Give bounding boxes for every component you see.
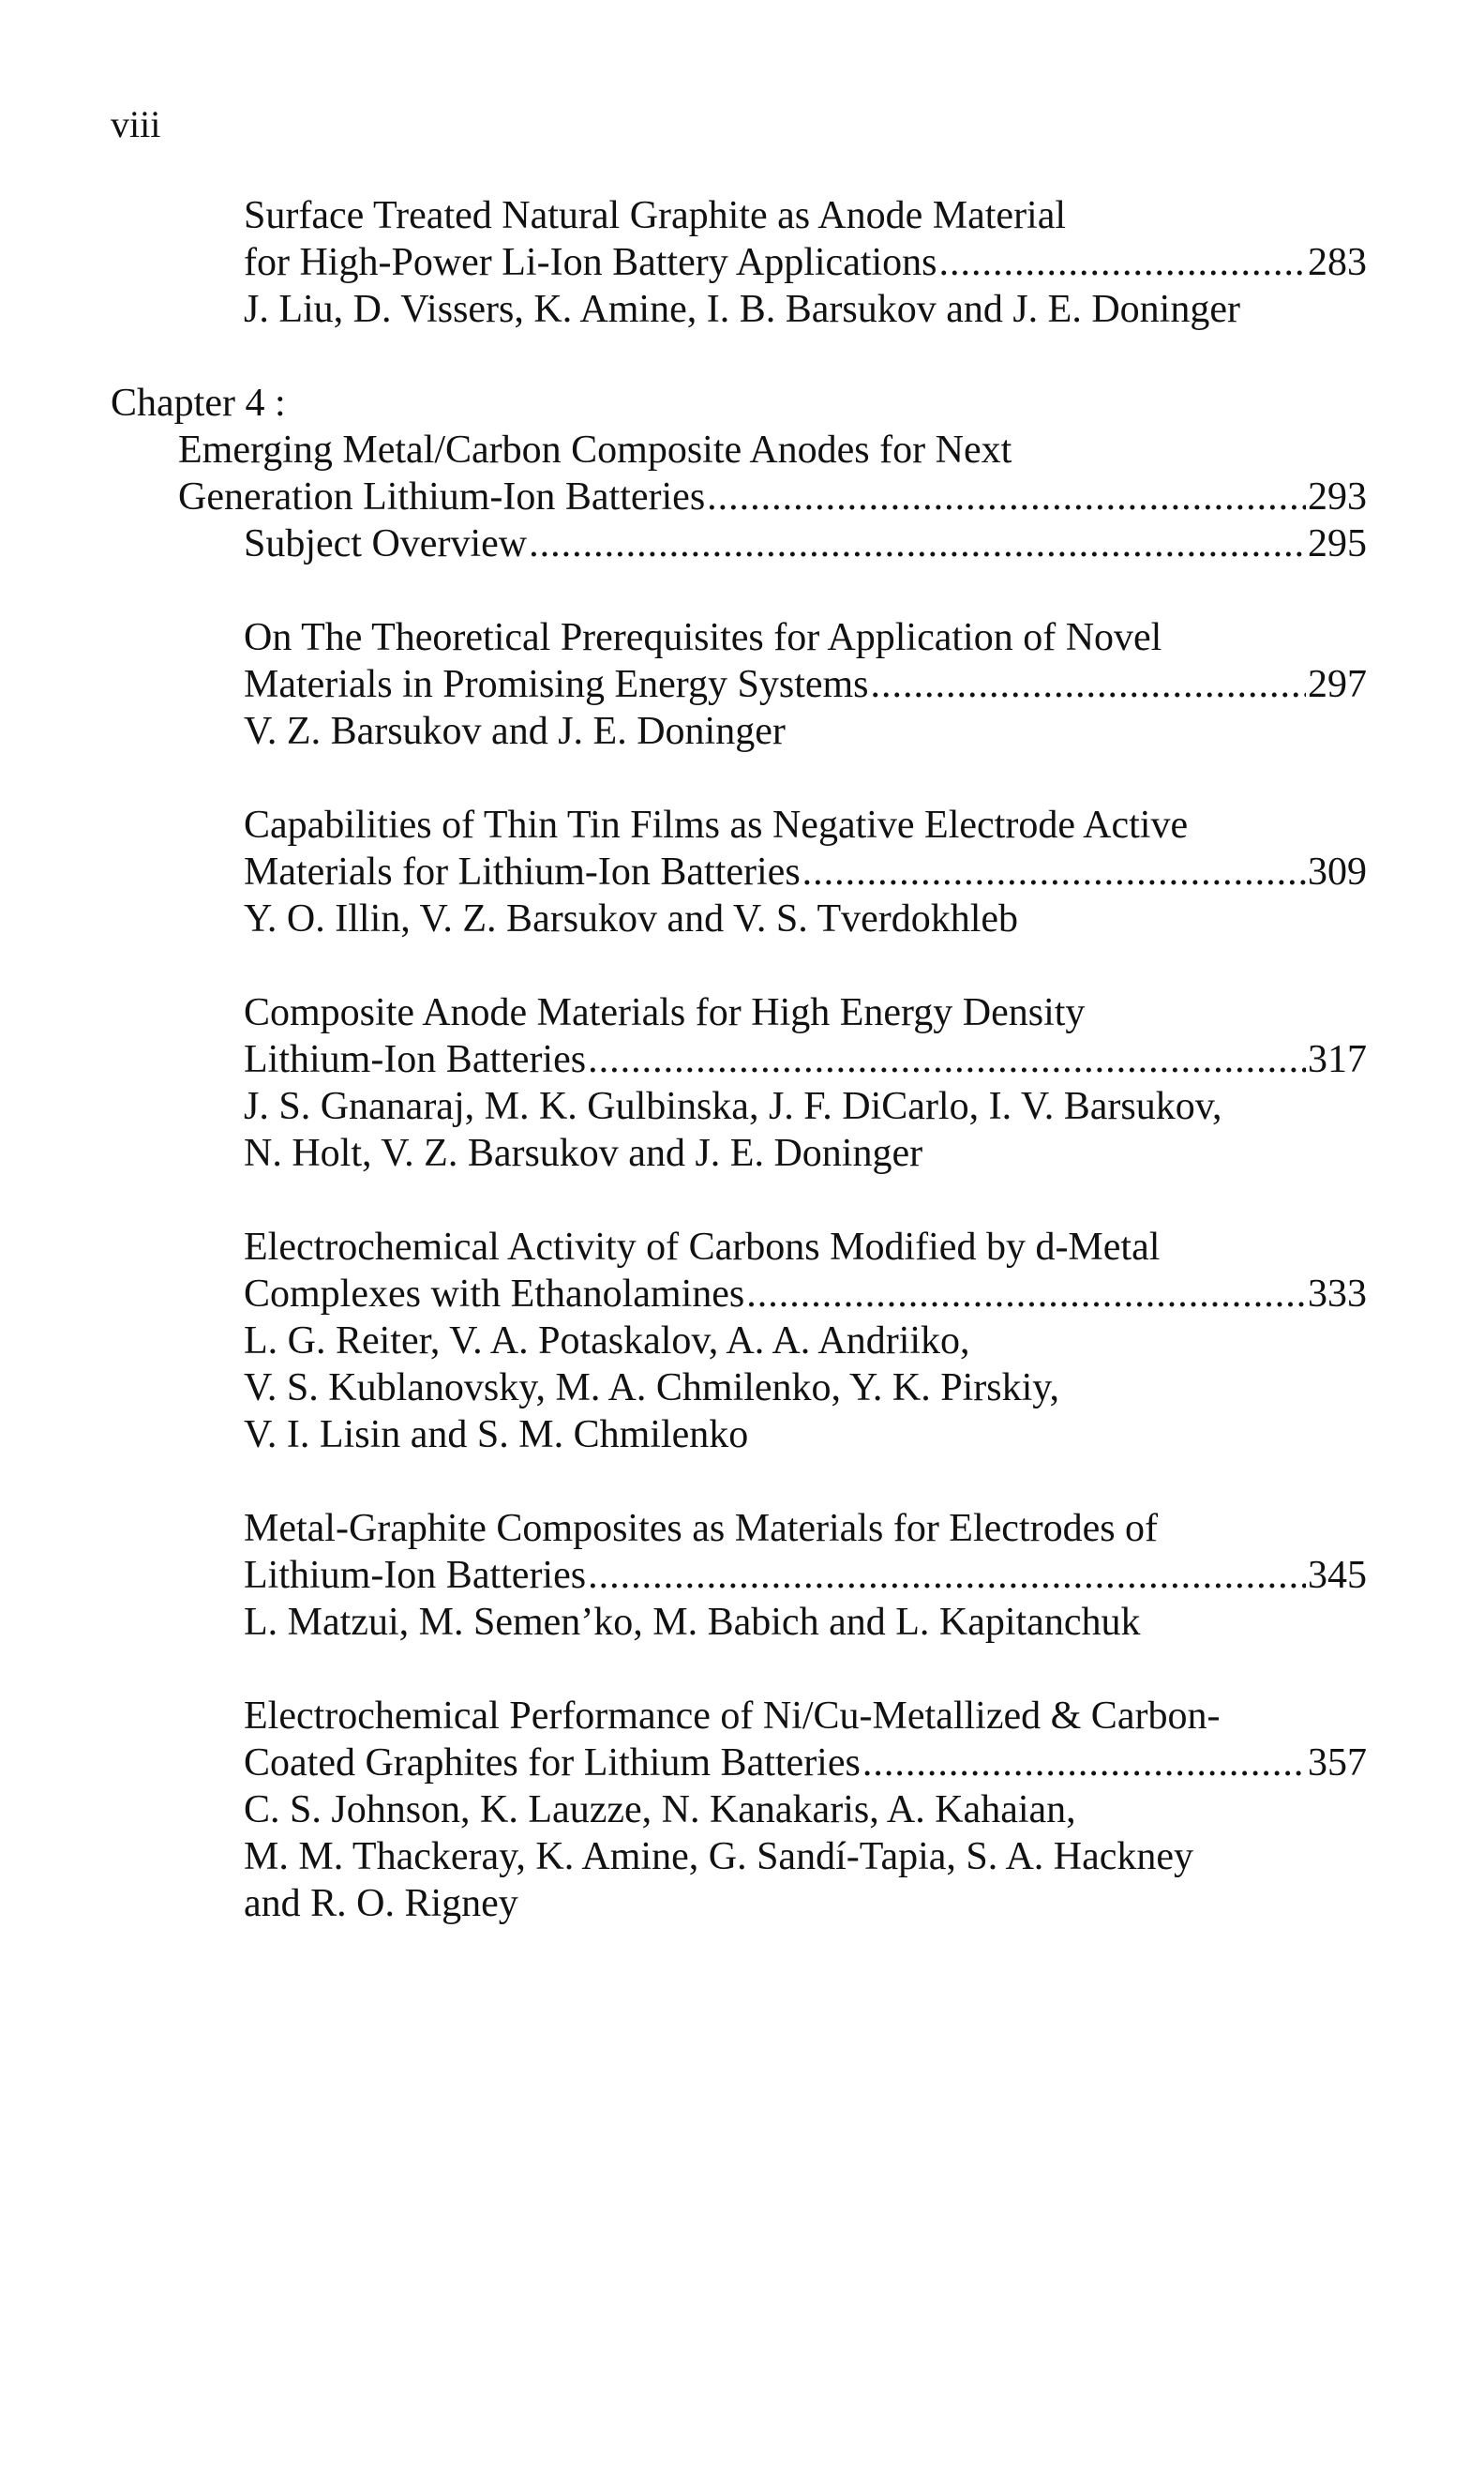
entry-authors-line: L. Matzui, M. Semen’ko, M. Babich and L. Kapitanchuk: [244, 1601, 1141, 1644]
entry-title-leader-line: [244, 849, 1367, 896]
toc-entry: [111, 989, 1367, 1177]
spacer: [111, 755, 1367, 802]
chapter-heading: [111, 380, 1367, 567]
toc-entry: [111, 1505, 1367, 1646]
entry-title-line: Coated Graphites for Lithium Batteries: [244, 1741, 861, 1785]
entry-page-number: 297: [1308, 663, 1367, 706]
spacer: [111, 1177, 1367, 1224]
entry-title-line: for High-Power Li-Ion Battery Applications: [244, 241, 937, 284]
entry-authors-line: J. Liu, D. Vissers, K. Amine, I. B. Barsukov and J. E. Doninger: [244, 288, 1240, 331]
entry-title-line: Lithium-Ion Batteries: [244, 1554, 587, 1597]
chapter-title-line: Generation Lithium-Ion Batteries: [178, 475, 706, 519]
chapter-label: Chapter 4 :: [111, 382, 286, 425]
spacer: [111, 1458, 1367, 1505]
entry-page-number: 317: [1308, 1038, 1367, 1081]
dot-leader: [802, 849, 1306, 896]
entry-authors-line: J. S. Gnanaraj, M. K. Gulbinska, J. F. DiCarlo, I. V. Barsukov,: [244, 1085, 1222, 1128]
entry-title-leader-line: [244, 1036, 1367, 1083]
spacer: [111, 567, 1367, 614]
entry-title-leader-line: [244, 1552, 1367, 1599]
entry-page-number: 357: [1308, 1741, 1367, 1785]
subject-overview-line: [111, 520, 1367, 567]
entry-page-number: 309: [1308, 851, 1367, 894]
entry-title-leader-line: [244, 239, 1367, 286]
entry-authors-line: and R. O. Rigney: [244, 1882, 518, 1925]
dot-leader: [862, 1740, 1306, 1786]
spacer: [111, 1646, 1367, 1693]
entry-authors-line: N. Holt, V. Z. Barsukov and J. E. Doninger: [244, 1132, 923, 1175]
toc-entry: [111, 1693, 1367, 1927]
entry-authors-line: M. M. Thackeray, K. Amine, G. Sandí-Tapia, S. A. Hackney: [244, 1835, 1194, 1878]
dot-leader: [939, 239, 1306, 286]
entry-authors-line: L. G. Reiter, V. A. Potaskalov, A. A. Andriiko,: [244, 1319, 970, 1363]
entry-authors-line: Y. O. Illin, V. Z. Barsukov and V. S. Tverdokhleb: [244, 897, 1019, 941]
entry-title-leader-line: [244, 1271, 1367, 1318]
dot-leader: [588, 1036, 1306, 1083]
entry-authors-line: C. S. Johnson, K. Lauzze, N. Kanakaris, A. Kahaian,: [244, 1788, 1076, 1831]
entry-authors-line: V. Z. Barsukov and J. E. Doninger: [244, 710, 786, 753]
chapter-title-line: Emerging Metal/Carbon Composite Anodes for Next: [178, 429, 1012, 472]
dot-leader: [746, 1271, 1306, 1318]
subject-overview-label: Subject Overview: [244, 522, 528, 565]
chapter-page-number: 293: [1308, 475, 1367, 519]
entry-page-number: 333: [1308, 1273, 1367, 1316]
entry-title-line: On The Theoretical Prerequisites for Application of Novel: [244, 616, 1162, 659]
toc-entry: [111, 192, 1367, 333]
spacer: [111, 942, 1367, 989]
entry-authors-line: V. I. Lisin and S. M. Chmilenko: [244, 1413, 749, 1456]
entry-title-line: Surface Treated Natural Graphite as Anode Material: [244, 194, 1067, 237]
toc-entry: [111, 614, 1367, 755]
entry-title-line: Lithium-Ion Batteries: [244, 1038, 587, 1081]
entry-title-line: Capabilities of Thin Tin Films as Negative Electrode Active: [244, 804, 1189, 847]
entry-title-line: Electrochemical Activity of Carbons Modified by d-Metal: [244, 1226, 1161, 1269]
entry-title-leader-line: [244, 661, 1367, 708]
dot-leader: [707, 474, 1306, 520]
subject-overview-page: 295: [1308, 522, 1367, 565]
entry-title-leader-line: [244, 1740, 1367, 1786]
entry-title-line: Complexes with Ethanolamines: [244, 1273, 745, 1316]
dot-leader: [588, 1552, 1306, 1599]
entry-authors-line: V. S. Kublanovsky, M. A. Chmilenko, Y. K. Pirskiy,: [244, 1366, 1060, 1409]
entry-page-number: 345: [1308, 1554, 1367, 1597]
entry-title-line: Metal-Graphite Composites as Materials for Electrodes of: [244, 1507, 1159, 1550]
dot-leader: [871, 661, 1306, 708]
chapter-title-leader-line: [111, 474, 1367, 520]
toc-entry: [111, 1224, 1367, 1458]
entry-title-line: Composite Anode Materials for High Energy Density: [244, 991, 1086, 1034]
entry-page-number: 283: [1308, 241, 1367, 284]
entry-title-line: Electrochemical Performance of Ni/Cu-Metallized & Carbon-: [244, 1694, 1221, 1738]
page-number: viii: [111, 103, 161, 145]
table-of-contents: [111, 192, 1367, 1927]
entry-title-line: Materials in Promising Energy Systems: [244, 663, 869, 706]
entry-title-line: Materials for Lithium-Ion Batteries: [244, 851, 801, 894]
spacer: [111, 333, 1367, 380]
toc-entry: [111, 802, 1367, 942]
dot-leader: [529, 520, 1306, 567]
